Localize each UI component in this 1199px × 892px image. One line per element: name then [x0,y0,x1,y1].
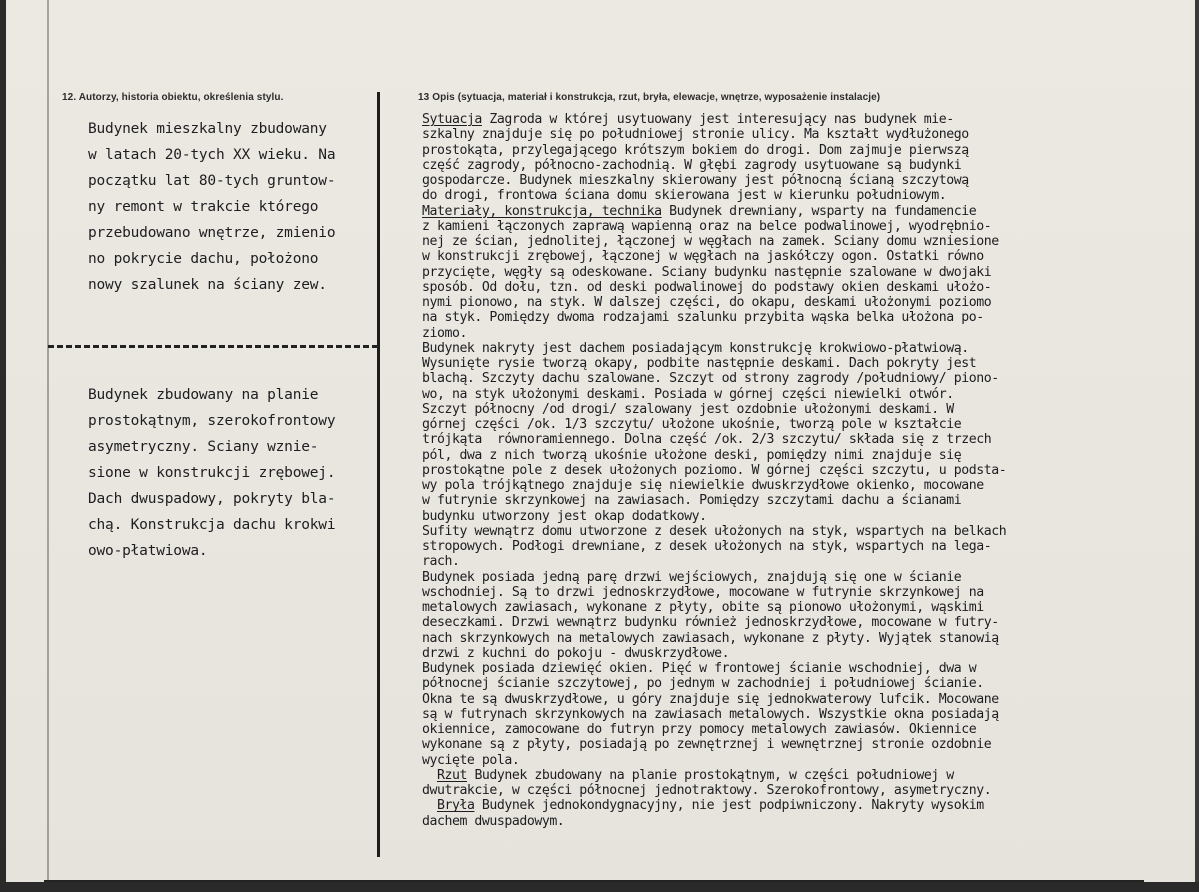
text-line: asymetryczny. Sciany wznie- [88,439,319,455]
section-heading: Bryła [436,798,475,814]
line-text: część zagrody, północno-zachodnią. W głębi zagrody usytuowane są budynki [422,157,962,173]
history-paragraph [88,116,378,298]
text-line [422,707,1194,722]
line-text: dachem dwuspadowym. [422,813,565,829]
text-line [422,341,1194,356]
line-text: wy pola trójkątnego znajduje się niewielkie dwuskrzydłowe okienko, mocowane [422,478,984,493]
section-12-header: 12. Autorzy, historia obiektu, określenia stylu. [62,92,284,103]
scan-edge-left [0,0,6,892]
text-line [422,539,1194,554]
text-line [422,509,1194,524]
line-text: pól, dwa z nich tworzą ukośnie ułożone deski, pomiędzy nimi znajduje się [422,447,962,463]
text-line [422,249,1194,264]
scan-edge-right [1195,0,1199,892]
text-line [422,219,1194,234]
text-line [422,326,1194,341]
text-line [422,661,1194,676]
text-line [422,570,1194,585]
line-indent [422,798,437,813]
text-line [422,417,1194,432]
section-heading: Rzut [436,767,467,783]
line-text: stropowych. Podłogi drewniane, z desek ułożonych na styk, wspartych na lega- [422,539,992,554]
line-text: wycięte pola. [422,752,520,768]
text-line [422,753,1194,768]
line-text: rach. [422,554,460,570]
text-line: Budynek zbudowany na planie [88,387,319,403]
line-text: budynku utworzony jest okap dodatkowy. [422,508,707,524]
text-line [422,798,1194,813]
section-13-header: 13 Opis (sytuacja, materiał i konstrukcja, rzut, bryła, elewacje, wnętrze, wyposażenie instalacje) [418,92,881,103]
text-line [422,585,1194,600]
line-text: deseczkami. Drzwi wewnątrz budynku również jednoskrzydłowe, mocowane w futry- [422,615,999,631]
line-text: dwutrakcie, w części północnej jednotraktowy. Szerokofrontowy, asymetryczny. [422,783,992,798]
line-text: drzwi z kuchni do pokoju - dwuskrzydłowe. [422,645,730,661]
line-text: wo, na styk ułożonymi deskami. Posiada w górnej części niewielki otwór. [422,386,954,402]
line-text: północnej ścianie szczytowej, po jednym w zachodniej i południowej ścianie. [422,676,984,692]
line-text: Budynek nakryty jest dachem posiadającym konstrukcję krokwiowo-płatwiową. [422,340,969,356]
text-line [422,722,1194,737]
line-text: Szczyt północny /od drogi/ szalowany jest ozdobnie ułożonymi deskami. W [422,401,954,417]
text-line: Dach dwuspadowy, pokryty bla- [88,491,336,507]
text-line [422,524,1194,539]
text-line [422,737,1194,752]
line-text: ziomo. [422,325,467,341]
text-line: no pokrycie dachu, położono [88,251,319,267]
section-heading: Sytuacja [422,112,482,127]
text-line [422,478,1194,493]
text-line [422,265,1194,280]
line-text: z kamieni łączonych zaprawą wapienną oraz na belce podwalinowej, wyodrębnio- [422,218,992,234]
line-text: gospodarcze. Budynek mieszkalny skierowany jest północną ścianą szczytową [422,173,969,188]
line-text: Zagroda w której usytuowany jest interesujący nas budynek mie- [481,112,954,127]
line-text: przycięte, węgły są odeskowane. Sciany budynku następnie szalowane w dwojaki [422,264,992,280]
text-line [422,234,1194,249]
text-line [422,310,1194,325]
text-line [422,158,1194,173]
line-text: trójkąta równoramiennego. Dolna część /ok. 2/3 szczytu/ składa się z trzech [422,432,992,448]
line-text: w futrynie skrzynkowej na zawiasach. Pomiędzy szczytami dachu a ścianami [422,493,962,509]
section-heading: Materiały, konstrukcja, technika [422,203,662,219]
text-line [422,280,1194,295]
text-line [422,402,1194,417]
line-text: Budynek drewniany, wsparty na fundamencie [661,203,977,219]
line-text: nymi pionowo, na styk. W dalszej części, do okapu, deskami ułożonymi poziomo [422,295,992,310]
line-text: sposób. Od dołu, tzn. od deski podwalinowej do podstawy okien deskami ułożo- [422,279,992,295]
text-line [422,112,1194,127]
text-line [422,676,1194,691]
text-line: ny remont w trakcie którego [88,199,319,215]
text-line: nowy szalunek na ściany zew. [88,277,327,293]
text-line [422,615,1194,630]
text-line [422,631,1194,646]
line-text: Budynek jednokondygnacyjny, nie jest podpiwniczony. Nakryty wysokim [474,798,984,814]
text-line [422,448,1194,463]
line-text: wykonane są z płyty, posiadają po zewnętrznej i wewnętrznej stronie ozdobnie [422,737,992,753]
text-line [422,814,1194,829]
dashed-separator [48,345,378,348]
text-line [422,692,1194,707]
line-text: prostokątne pole z desek ułożonych poziomo. W górnej części szczytu, u podsta- [422,462,1007,478]
style-paragraph [88,382,378,564]
text-line [422,204,1194,219]
line-text: prostokąta, przylegającego krótszym bokiem do drogi. Dom zajmuje pierwszą [422,142,969,158]
text-line [422,493,1194,508]
text-line [422,554,1194,569]
line-text: górnej części /ok. 1/3 szczytu/ ułożone ukośnie, tworzą pole w kształcie [422,417,962,432]
line-text: wschodniej. Są to drzwi jednoskrzydłowe, mocowane w futrynie skrzynkowej na [422,584,984,600]
text-line [422,127,1194,142]
line-text: szkalny znajduje się po południowej stronie ulicy. Ma kształt wydłużonego [422,127,969,143]
line-text: Budynek posiada jedną parę drzwi wejściowych, znajdują się one w ścianie [422,569,962,585]
line-text: na styk. Pomiędzy dwoma rodzajami szalunku przybita wąska belka ułożona po- [422,310,984,326]
text-line: Budynek mieszkalny zbudowany [88,121,327,137]
line-text: są w futrynach skrzynkowych na zawiasach metalowych. Wszystkie okna posiadają [422,706,999,722]
text-line: przebudowano wnętrze, zmienio [88,225,336,241]
line-text: w konstrukcji zrębowej, łączonej w węgłach na jaskółczy ogon. Ostatki równo [422,249,984,265]
text-line [422,646,1194,661]
text-line [422,356,1194,371]
text-line: w latach 20-tych XX wieku. Na [88,147,336,163]
left-frame-line [47,0,49,892]
line-text: do drogi, frontowa ściana domu skierowana jest w kierunku południowym. [422,188,947,204]
text-line [422,463,1194,478]
text-line: sione w konstrukcji zrębowej. [88,465,336,481]
line-text: Sufity wewnątrz domu utworzone z desek ułożonych na styk, wspartych na belkach [422,523,1007,539]
text-line: prostokątnym, szerokofrontowy [88,413,336,429]
line-text: Wysunięte rysie tworzą okapy, podbite następnie deskami. Dach pokryty jest [422,356,977,371]
description-text [422,112,1194,829]
line-text: okiennice, zamocowane do futryn przy pomocy metalowych zawiasów. Okiennice [422,722,977,737]
text-line [422,600,1194,615]
text-line [422,783,1194,798]
text-line [422,295,1194,310]
text-line: owo-płatwiowa. [88,543,208,559]
text-line [422,143,1194,158]
text-line [422,387,1194,402]
line-text: blachą. Szczyty dachu szalowane. Szczyt od strony zagrody /południowy/ piono- [422,371,999,387]
text-line: początku lat 80-tych gruntow- [88,173,336,189]
line-text: metalowych zawiasach, wykonane z płyty, obite są pionowo ułożonymi, wąskimi [422,600,984,615]
text-line [422,768,1194,783]
text-line: chą. Konstrukcja dachu krokwi [88,517,336,533]
text-line [422,432,1194,447]
line-text: Budynek posiada dziewięć okien. Pięć w frontowej ścianie wschodniej, dwa w [422,661,977,676]
text-line [422,188,1194,203]
line-text: nach skrzynkowych na metalowych zawiasach, wykonane z płyty. Wyjątek stanowią [422,630,999,646]
line-indent [422,768,437,783]
text-line [422,173,1194,188]
line-text: Okna te są dwuskrzydłowe, u góry znajduje się jednokwaterowy lufcik. Mocowane [422,691,999,707]
scan-edge-bottom [0,882,1199,892]
text-line [422,371,1194,386]
line-text: Budynek zbudowany na planie prostokątnym, w części południowej w [466,767,954,783]
line-text: nej ze ścian, jednolitej, łączonej w węgłach na zamek. Sciany domu wzniesione [422,234,999,249]
